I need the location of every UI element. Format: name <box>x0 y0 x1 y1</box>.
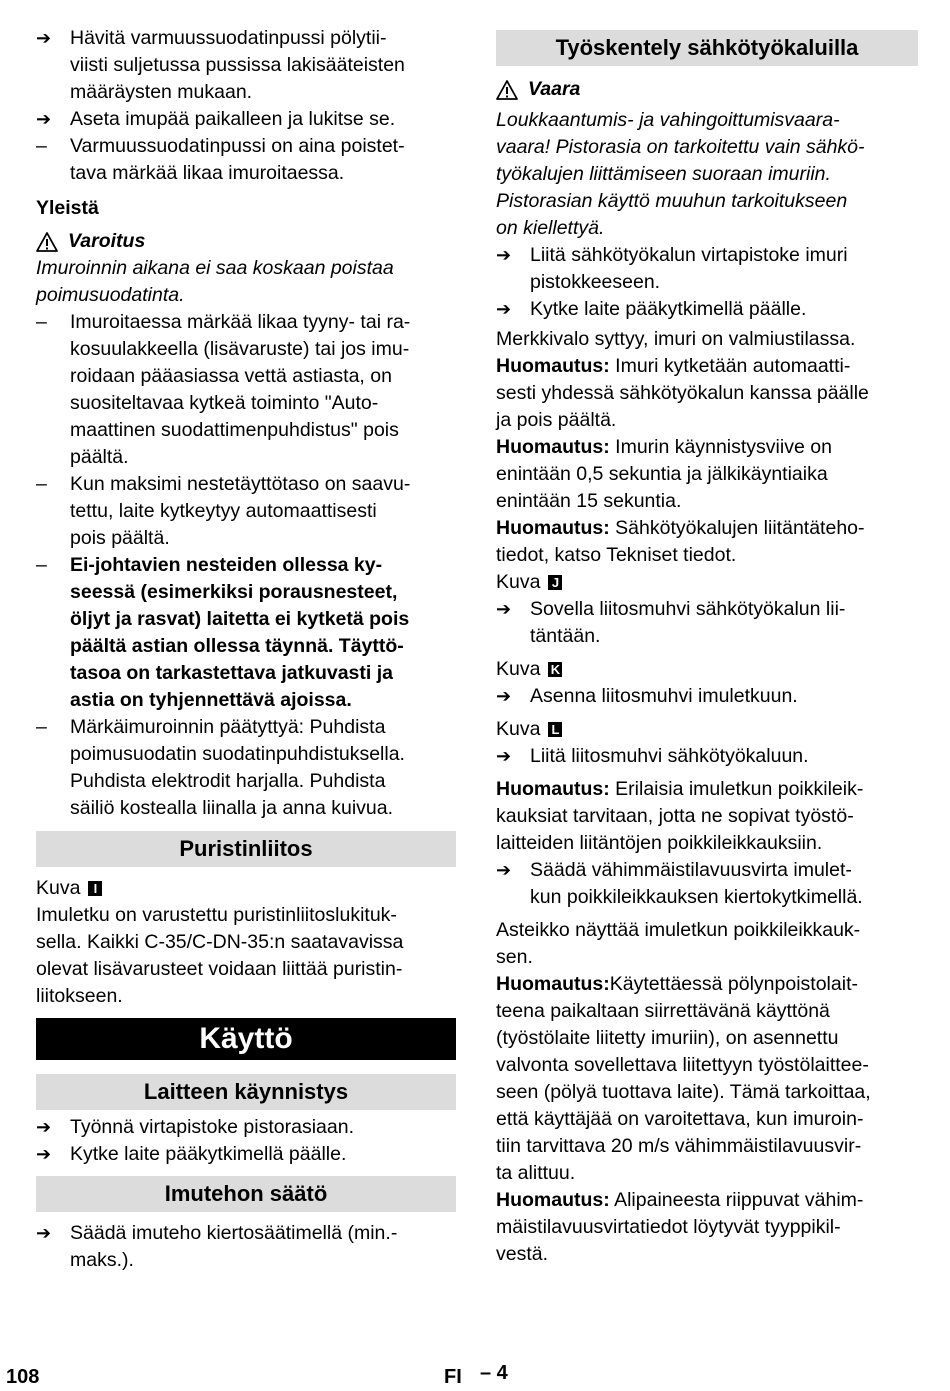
arrow-right-icon: ➔ <box>36 1117 52 1137</box>
general-items <box>36 309 456 822</box>
item-text: Liitä sähkötyökalun virtapistoke imuri pistokkeeseen. <box>530 244 848 293</box>
clamp-heading: Puristinliitos <box>36 831 456 867</box>
item-text: Imuroitaessa märkää likaa tyyny- tai ra- kosuulakkeella (lisävaruste) tai jos imu- roidaan pääasiassa vettä astiasta, on suositeltavaa kytkeä toiminto "Auto- maattinen suodattimenpuhdistus" pois päältä. <box>70 311 411 468</box>
arrow-right-icon: ➔ <box>496 686 512 706</box>
note-1 <box>496 353 918 434</box>
item-text: Säädä imuteho kiertosäätimellä (min.- maks.). <box>70 1222 398 1271</box>
step-figure-k <box>496 683 918 710</box>
step-text: Säädä vähimmäistilavuusvirta imulet- kun poikkileikkauksen kiertokytkimellä. <box>530 859 863 908</box>
steps-1 <box>496 242 918 323</box>
page-number: 108 <box>6 1366 40 1388</box>
figure-label: Kuva <box>496 571 541 593</box>
figure-letter-badge: K <box>548 662 562 677</box>
right-column <box>496 30 918 1268</box>
warning-label: Varoitus <box>68 230 146 252</box>
note-label: Huomautus: <box>496 436 610 458</box>
general-heading: Yleistä <box>36 197 99 219</box>
warning-header <box>36 228 456 255</box>
note-label: Huomautus: <box>496 778 610 800</box>
note-label: Huomautus: <box>496 517 610 539</box>
item-text: Märkäimuroinnin päätyttyä: Puhdista poimusuodatin suodatinpuhdistuksella. Puhdista elektrodit harjalla. Puhdista säiliö kostealla liinalla ja anna kuivua. <box>70 716 405 819</box>
note-6 <box>496 1187 918 1268</box>
item-text: Kytke laite pääkytkimellä päälle. <box>530 298 807 320</box>
note-3-text: Sähkötyökalujen liitäntäteho- tiedot, katso Tekniset tiedot. <box>496 517 865 566</box>
item-text: Hävitä varmuussuodatinpussi pölytii- viisti suljetussa pussissa lakisääteisten määräysten mukaan. <box>70 27 405 103</box>
dash-bullet-icon: – <box>36 554 47 576</box>
arrow-right-icon: ➔ <box>36 1223 52 1243</box>
danger-text: Loukkaantumis- ja vahingoittumisvaara- vaara! Pistorasia on tarkoitettu vain sähkö- työkalujen liittämiseen suoraan imuriin. Pistorasian käyttö muuhun tarkoitukseen on kiellettyä. <box>496 109 865 239</box>
dash-bullet-icon: – <box>36 311 47 333</box>
figure-label: Kuva <box>496 718 541 740</box>
item-text: Työnnä virtapistoke pistorasiaan. <box>70 1116 354 1138</box>
suction-items <box>36 1220 456 1274</box>
bullet-item <box>36 714 456 822</box>
item-text: Ei-johtavien nesteiden ollessa ky- seessä (esimerkiksi porausnesteet, öljyt ja rasvat) laitetta ei kytketä pois päältä astian ollessa täynnä. Täyttö- tasoa on tarkastettava jatkuvasti ja astia on tyhjennettävä ajoissa. <box>70 554 410 711</box>
top-items <box>36 25 456 187</box>
scale-text: Asteikko näyttää imuletkun poikkileikkauk- sen. <box>496 919 861 968</box>
arrow-right-icon: ➔ <box>36 109 52 129</box>
figure-letter-badge: L <box>548 722 562 737</box>
tool-heading: Työskentely sähkötyökaluilla <box>496 30 918 66</box>
bullet-item <box>36 133 456 187</box>
figure-ref-k <box>496 656 918 683</box>
step-item <box>36 1220 456 1274</box>
note-1-text: Imuri kytketään automaatti- sesti yhdessä sähkötyökalun kanssa päälle ja pois päältä. <box>496 355 869 431</box>
arrow-right-icon: ➔ <box>496 299 512 319</box>
note-2-text: Imurin käynnistysviive on enintään 0,5 sekuntia ja jälkikäyntiaika enintään 15 sekuntia. <box>496 436 832 512</box>
danger-header <box>496 76 918 103</box>
item-text: Kytke laite pääkytkimellä päälle. <box>70 1143 347 1165</box>
arrow-right-icon: ➔ <box>36 28 52 48</box>
ready-text: Merkkivalo syttyy, imuri on valmiustilassa. <box>496 328 856 350</box>
arrow-right-icon: ➔ <box>496 245 512 265</box>
start-heading: Laitteen käynnistys <box>36 1074 456 1110</box>
figure-letter-badge: I <box>88 881 102 896</box>
arrow-right-icon: ➔ <box>36 1144 52 1164</box>
note-3 <box>496 515 918 569</box>
arrow-right-icon: ➔ <box>496 860 512 880</box>
figure-label: Kuva <box>496 658 541 680</box>
section-title-use: Käyttö <box>36 1018 456 1060</box>
danger-label: Vaara <box>528 78 581 100</box>
figure-ref-l <box>496 716 918 743</box>
language-code: FI <box>444 1366 462 1388</box>
note-5-text: Käytettäessä pölynpoistolait- teena paikaltaan siirrettävänä käyttönä (työstölaite liitetty imuriin), on asennettu valvonta sovellettava liitettyyn työstölaittee- seen (pölyä tuottava laite). Tämä tarkoittaa, että käyttäjää on varoitettava, kun imuroin- tiin tarvittava 20 m/s vähimmäistilavuusvir- ta alittuu. <box>496 973 871 1184</box>
note-label: Huomautus: <box>496 355 610 377</box>
step-item <box>36 106 456 133</box>
item-text: Varmuussuodatinpussi on aina poistet- tava märkää likaa imuroitaessa. <box>70 135 405 184</box>
danger-icon <box>496 80 518 100</box>
dash-bullet-icon: – <box>36 135 47 157</box>
start-items <box>36 1114 456 1168</box>
note-6-text: Alipaineesta riippuvat vähim- mäistilavuusvirtatiedot löytyvät tyyppikil- vestä. <box>496 1189 864 1265</box>
arrow-right-icon: ➔ <box>496 599 512 619</box>
step-text: Asenna liitosmuhvi imuletkuun. <box>530 685 798 707</box>
step-figure-j <box>496 596 918 650</box>
warning-icon <box>36 232 58 252</box>
step-item <box>36 1141 456 1168</box>
note-4 <box>496 776 918 857</box>
note-label: Huomautus: <box>496 1189 610 1211</box>
item-text: Aseta imupää paikalleen ja lukitse se. <box>70 108 396 130</box>
item-text: Kun maksimi nestetäyttötaso on saavu- tettu, laite kytkeytyy automaattisesti pois päältä. <box>70 473 411 549</box>
note-4-text: Erilaisia imuletkun poikkileik- kauksiat tarvitaan, jotta ne sopivat työstö- laitteiden liitäntöjen poikkileikkauksiin. <box>496 778 864 854</box>
step-item <box>36 25 456 106</box>
step-item <box>496 296 918 323</box>
arrow-right-icon: ➔ <box>496 746 512 766</box>
bullet-item <box>36 471 456 552</box>
step-item <box>36 1114 456 1141</box>
warning-text: Imuroinnin aikana ei saa koskaan poistaa poimusuodatinta. <box>36 257 394 306</box>
step-text: Liitä liitosmuhvi sähkötyökaluun. <box>530 745 809 767</box>
bullet-item <box>36 309 456 471</box>
suction-heading: Imutehon säätö <box>36 1176 456 1212</box>
step-text: Sovella liitosmuhvi sähkötyökalun lii- täntään. <box>530 598 846 647</box>
step-adjust <box>496 857 918 911</box>
section-number: – 4 <box>480 1362 508 1384</box>
dash-bullet-icon: – <box>36 473 47 495</box>
note-5 <box>496 971 918 1187</box>
figure-ref-j <box>496 569 918 596</box>
bullet-item <box>36 552 456 714</box>
note-2 <box>496 434 918 515</box>
clamp-figure-ref <box>36 875 456 902</box>
step-item <box>496 242 918 296</box>
clamp-text: Imuletku on varustettu puristinliitoslukituk- sella. Kaikki C-35/C-DN-35:n saatavavissa olevat lisävarusteet voidaan liittää puristin- liitokseen. <box>36 904 404 1007</box>
dash-bullet-icon: – <box>36 716 47 738</box>
figure-letter-badge: J <box>548 575 562 590</box>
note-label: Huomautus: <box>496 973 610 995</box>
step-figure-l <box>496 743 918 770</box>
left-column <box>36 25 456 1274</box>
figure-label: Kuva <box>36 877 81 899</box>
